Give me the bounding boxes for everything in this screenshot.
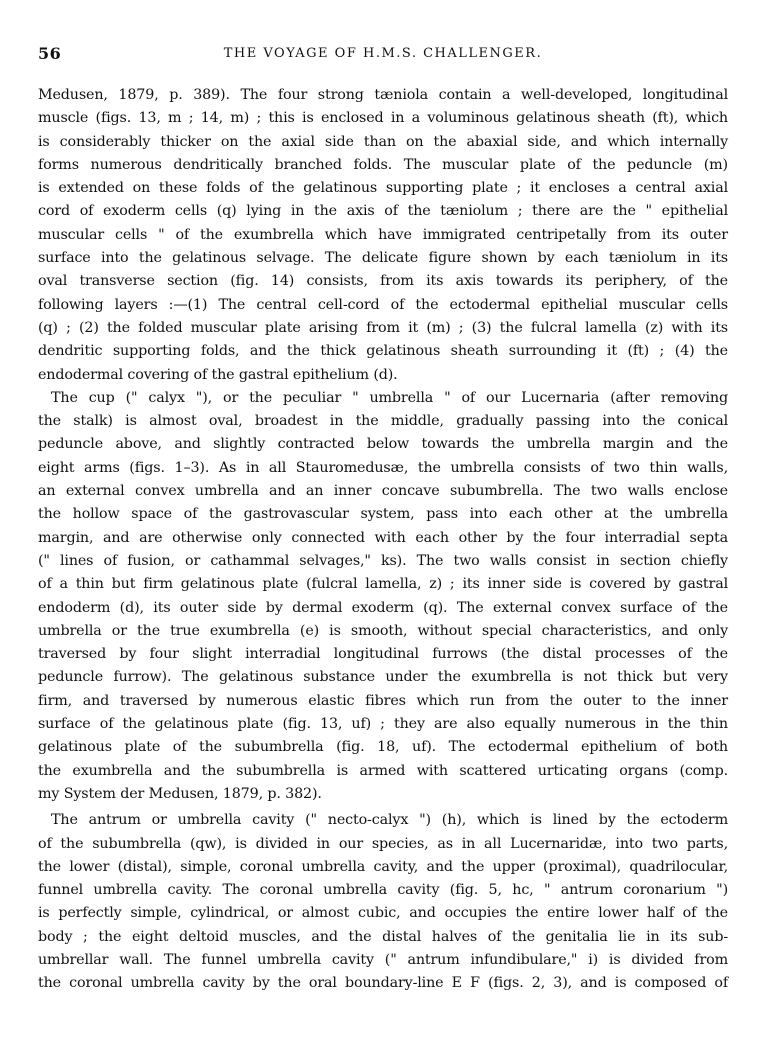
text-line: peduncle furrow). The gelatinous substance under the exumbrella is not thick but very	[38, 669, 728, 686]
text-line: oval transverse section (fig. 14) consists, from its axis towards its periphery, of the	[38, 273, 728, 290]
running-title: THE VOYAGE OF H.M.S. CHALLENGER.	[223, 46, 543, 61]
text-line: is considerably thicker on the axial side than on the abaxial side, and which internally	[38, 133, 728, 150]
text-line: margin, and are otherwise only connected with each other by the four interradial septa	[38, 529, 728, 546]
text-line: is perfectly simple, cylindrical, or almost cubic, and occupies the entire lower half of the	[38, 905, 728, 922]
text-line: of the subumbrella (qw), is divided in our species, as in all Lucernaridæ, into two parts,	[38, 835, 728, 852]
text-line: dendritic supporting folds, and the thick gelatinous sheath surrounding it (ft) ; (4) the	[38, 343, 728, 360]
text-line: is extended on these folds of the gelatinous supporting plate ; it encloses a central axial	[38, 180, 728, 197]
text-line: surface of the gelatinous plate (fig. 13, uf) ; they are also equally numerous in the thin	[38, 716, 728, 733]
page-header	[38, 44, 728, 66]
text-line: (q) ; (2) the folded muscular plate arising from it (m) ; (3) the fulcral lamella (z) with its	[38, 319, 728, 336]
text-line: forms numerous dendritically branched folds. The muscular plate of the peduncle (m)	[38, 156, 728, 173]
text-line: endodermal covering of the gastral epithelium (d).	[38, 366, 398, 383]
text-line: endoderm (d), its outer side by dermal exoderm (q). The external convex surface of the	[38, 599, 728, 616]
text-line: the exumbrella and the subumbrella is armed with scattered urticating organs (comp.	[38, 762, 728, 779]
paragraph-antrum	[38, 809, 728, 995]
text-line: of a thin but firm gelatinous plate (fulcral lamella, z) ; its inner side is covered by gastral	[38, 576, 728, 593]
text-line: traversed by four slight interradial longitudinal furrows (the distal processes of the	[38, 646, 728, 663]
text-line: umbrellar wall. The funnel umbrella cavity (" antrum infundibulare," i) is divided from	[38, 951, 728, 968]
text-line: the hollow space of the gastrovascular system, pass into each other at the umbrella	[38, 506, 728, 523]
text-line: an external convex umbrella and an inner concave subumbrella. The two walls enclose	[38, 483, 728, 500]
paragraph-calyx	[38, 387, 728, 806]
paragraph-taeniola	[38, 84, 728, 387]
text-line: the lower (distal), simple, coronal umbrella cavity, and the upper (proximal), quadrilocular,	[38, 858, 728, 875]
text-line: Medusen, 1879, p. 389). The four strong tæniola contain a well-developed, longitudinal	[38, 87, 728, 103]
text-line: surface into the gelatinous selvage. The delicate figure shown by each tæniolum in its	[38, 250, 728, 267]
text-line: funnel umbrella cavity. The coronal umbrella cavity (fig. 5, hc, " antrum coronarium ")	[38, 882, 728, 899]
text-line: the stalk) is almost oval, broadest in the middle, gradually passing into the conical	[38, 413, 728, 430]
text-line: cord of exoderm cells (q) lying in the axis of the tæniolum ; there are the " epithelial	[38, 203, 728, 220]
text-line: my System der Medusen, 1879, p. 382).	[38, 785, 322, 802]
text-line: firm, and traversed by numerous elastic fibres which run from the outer to the inner	[38, 692, 728, 709]
text-line: The antrum or umbrella cavity (" necto-calyx ") (h), which is lined by the ectoderm	[51, 812, 728, 829]
text-line: umbrella or the true exumbrella (e) is smooth, without special characteristics, and only	[38, 622, 728, 639]
text-line: muscular cells " of the exumbrella which have immigrated centripetally from its outer	[38, 226, 728, 243]
text-line: gelatinous plate of the subumbrella (fig. 18, uf). The ectodermal epithelium of both	[38, 739, 728, 756]
page-number: 56	[38, 44, 62, 63]
body-text	[38, 84, 728, 996]
text-line: The cup (" calyx "), or the peculiar " umbrella " of our Lucernaria (after removing	[51, 389, 728, 406]
text-line: following layers :—(1) The central cell-cord of the ectodermal epithelial muscular cells	[38, 296, 728, 313]
text-line: muscle (figs. 13, m ; 14, m) ; this is enclosed in a voluminous gelatinous sheath (ft), which	[38, 110, 728, 127]
text-line: the coronal umbrella cavity by the oral boundary-line E F (figs. 2, 3), and is composed of	[38, 975, 728, 992]
text-line: body ; the eight deltoid muscles, and the distal halves of the genitalia lie in its sub-	[38, 928, 728, 945]
text-line: eight arms (figs. 1–3). As in all Stauromedusæ, the umbrella consists of two thin walls,	[38, 459, 728, 476]
text-line: peduncle above, and slightly contracted below towards the umbrella margin and the	[38, 436, 728, 453]
text-line: (" lines of fusion, or cathammal selvages," ks). The two walls consist in section chiefly	[38, 552, 728, 569]
